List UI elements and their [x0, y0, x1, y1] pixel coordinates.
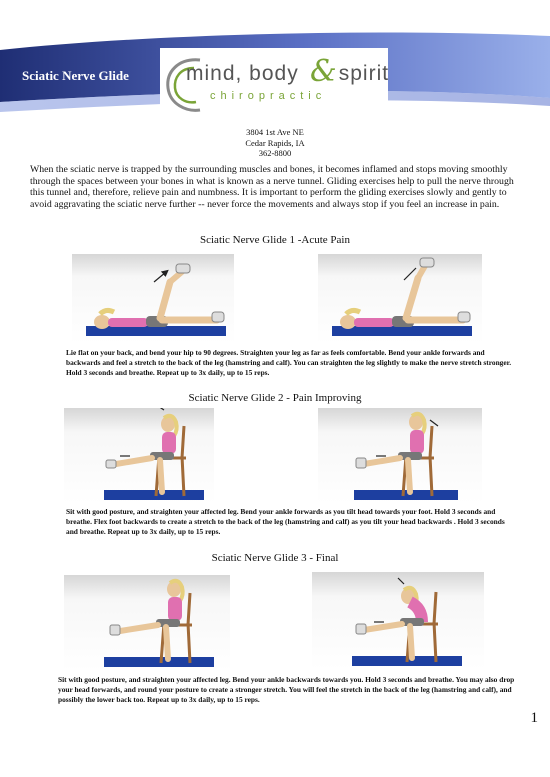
clinic-logo: [160, 48, 388, 122]
address-street: 3804 1st Ave NE: [246, 127, 304, 137]
page-number: 1: [530, 710, 538, 726]
exercise-1-photo-b: [318, 254, 482, 344]
section-3-description: Sit with good posture, and straighten your affected leg. Bend your ankle backwards towards you. Hold 3 seconds and breathe. You may also drop your head forwards, and round your posture to create a stronger stretch. You will feel the stretch in the back of the leg (hamstring and calf), and possibly the lower back too. Repeat up to 3x daily, up to 15 reps.: [58, 675, 515, 704]
exercise-2-photo-b: [318, 408, 482, 504]
clinic-address: [0, 127, 550, 159]
section-1-title: Sciatic Nerve Glide 1 -Acute Pain: [200, 234, 350, 246]
logo-text-main: mind, body spirit: [186, 62, 390, 85]
logo-ampersand: &: [310, 54, 337, 89]
exercise-1-photo-a: [72, 254, 234, 344]
intro-paragraph: When the sciatic nerve is trapped by the surrounding muscles and bones, it becomes inflamed and stops moving smoothly through the spaces between your bones in what is known as a nerve tunnel. Gliding exercises help to pull the nerve through this tunnel and, therefore, relieve pain and numbness. It is important to perform the gliding exercises slowly and gently to avoid aggravating the sciatic nerve further -- never force the movements and always stop if you feel an increase in pain.: [30, 164, 514, 210]
address-phone: 362-8800: [258, 148, 292, 158]
document-title: Sciatic Nerve Glide: [22, 68, 129, 83]
section-2-description: Sit with good posture, and straighten your affected leg. Bend your ankle forwards as you tilt head towards your foot. Hold 3 seconds and breathe. Flex foot backwards to create a stretch to the back of the leg (hamstring and calf) as you tilt your head backwards . Hold 3 seconds and breathe. Repeat up to 3x daily, up to 15 reps.: [66, 507, 505, 536]
exercise-3-photo-a: [64, 575, 230, 671]
exercise-2-photo-a: [64, 408, 214, 504]
section-2-title: Sciatic Nerve Glide 2 - Pain Improving: [188, 392, 362, 404]
section-1-description: Lie flat on your back, and bend your hip to 90 degrees. Straighten your leg as far as feels comfortable. Bend your ankle forwards and backwards and feel a stretch to the back of the leg (hamstring and calf). You can straighten the leg slightly to make the nerve stretch stronger. Hold 3 seconds and breathe. Repeat up to 3x daily, up to 15 reps.: [66, 348, 512, 377]
exercise-3-photo-b: [312, 572, 484, 670]
logo-text-sub: chiropractic: [210, 90, 327, 102]
address-city: Cedar Rapids, IA: [245, 137, 305, 148]
section-3-title: Sciatic Nerve Glide 3 - Final: [211, 552, 339, 564]
